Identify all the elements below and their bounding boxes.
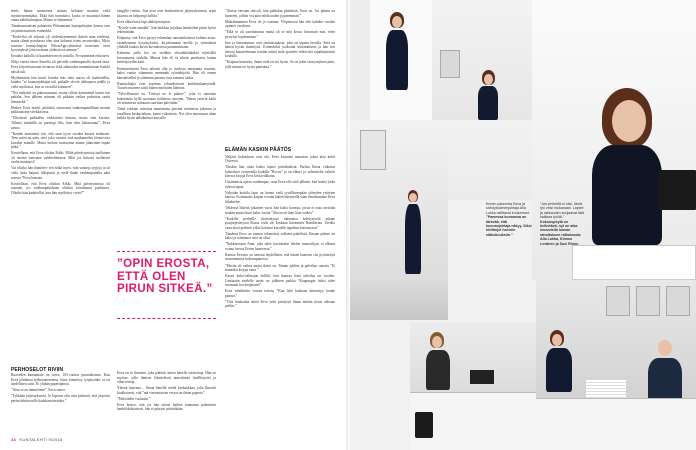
paragraph: Yhtenä kaavana – Ilmaa hänellä seeltä keskaukkaa, joka Ilmoitti kiukkuisesti, että ”mä viereastatvan vessat on ilman paperia”. xyxy=(117,386,216,395)
paragraph: Tämänsuuntaisen palautetin Pirkanmaan kuntajohtajien kanssa taas on päinvastaisten esimerkki. xyxy=(11,24,110,33)
paragraph: sängylle rivitiin. Sun avat ovat konkreettiset järjestykseensä, arjen kaaosta on helpompi hallita.” xyxy=(117,9,216,18)
column-1-section xyxy=(11,373,110,433)
person-body xyxy=(405,204,421,274)
person-body xyxy=(426,350,450,390)
text-column-3 xyxy=(225,9,335,433)
text-column-2 xyxy=(117,9,216,433)
office-chair xyxy=(415,412,433,438)
doorway xyxy=(360,130,386,170)
photo-caption-2 xyxy=(540,202,584,246)
hallway-floor xyxy=(350,280,448,320)
paragraph: Kalmena joilla hei on vieläkin vikotahkäitääksä rejttivällä kuvaamassa taidolla. Muista hän eli tä silmät porukassa kuttaa keittiöpöydän katti. xyxy=(117,51,216,65)
photo-caption-1 xyxy=(486,202,532,237)
paragraph: ”Kentän maininnot sen, että saan tyyni vuoden kaussa miikaasti. Teen mtirä tai näin, ettei joku vastaisi sinä matkamiehet kiemovista kuvaksi minulle. Mutta tuohon muistuttaa minne jäänetään enpän pitkä.” xyxy=(11,131,110,150)
paragraph: Tässään hän ottaa hakea lapset päiväkodista. Parhaa Ilmaa viikonsa kokoukset vesimieilla kaikilla ”Rovas” ja on elänyt jo valmisteltu valmiit kiertoa kirjoja Eeva keskiviikkona. xyxy=(225,165,335,179)
paragraph: Kuvitellaan, että Eeva olisikin Erkki. Mitä päivärytmissä oli sanonut, jos vanhempainiltaan olisikin kiiruhtanut puolimies. Olisiko hän kaahitellut, kun hän myöhässy varrit?” xyxy=(11,181,110,195)
caption-quote: Kokouspöytä on kellertävä, nyt on aika neuvotella luovan rahoituksen ratkaisusta. Aila Lukka, Kimmo Levänen ja Suvi Rinne. xyxy=(540,219,582,246)
paragraph: ”Eikä se oli suorittamista mutta oli se niin kivaa. Innostuin niin, etten pystynyt lopettamaan.” xyxy=(225,30,335,39)
column-3-lower xyxy=(225,145,335,433)
column-1-body xyxy=(11,9,110,353)
wall-frame xyxy=(440,50,460,78)
window-frame xyxy=(350,0,370,120)
papers-on-table xyxy=(586,380,626,398)
person-body xyxy=(478,86,498,120)
paragraph: Nykyään kotitila lapsi on luonut vielä syvällisempään yhteyden ystävien kanssa. Kotimaasta kaipaa ei enää hänen liittymällä vaan ilmoittamana Eeva liikahtelee. xyxy=(225,190,335,204)
paragraph: ”Paikottelin vuolaasti.” xyxy=(117,396,151,401)
wall-frame xyxy=(606,286,630,316)
section-subhead: ELÄMÄN KASKIN PÄÄTÖS xyxy=(225,147,292,153)
paragraph: Nelja vuotta sitten Anniilla oli päivälle vanhempainlla täynnä lasta. Eeva kirjottitusoraan tiistaissa töitä aikataulua mumuttuttaan Kaikki näistä tuli. xyxy=(11,60,110,74)
article-page xyxy=(0,0,346,450)
paragraph: ”Keski-ikä oli erilaisti yli viidenkymmenen ikäisiä mun mielestä, mutta silmät porukassa olen aina kokenut itseni arvostetuksi. Myös nuorten kuntajohtajien WhatsApp-ryhmässä nostetaan esiin kysymyksiä joita tavataan yhdessä toistemme.” xyxy=(11,34,110,53)
paragraph: Myöhemmin hän kuuli, kuinka eräs tuttu nuova oli kaahtotellut, kuinka ”se kunnanjohtajaa tuli paikalle olevin jakkupuvu päällä ja vielä myöhässä, kun se on niillä kiirainen”. xyxy=(11,75,110,89)
person-face xyxy=(552,334,562,346)
paragraph: Vai olisiko hän ihanrleet- sen mikä myös, niin vaatteja tyyjoja ja sit vielä tuota kaipasi ulkopasiti ja vielä ikään vanhempainilta näin nuovia ”Eeva haastaa. xyxy=(11,166,110,180)
person-face xyxy=(658,340,672,356)
paragraph: ”Kaipaan haasteita, ilman niitä en voi hyvin. Se on jokin sisäsyntyinen juttu, jolle minun on hyvin paneutua.” xyxy=(225,60,335,70)
person-face xyxy=(612,100,646,142)
paragraph: Eroaako kaikilla sä kunteiden myös naisilla. Ne tunnetaan erikoisen. xyxy=(11,54,110,59)
person-body xyxy=(546,348,572,392)
paragraph: Tämänsä Eeva on toimiut tekemässä valkotta päätöksiä. Ilmaan pääsee on kaksi ja toiminnot siitä on ollut. xyxy=(225,231,335,241)
laptop xyxy=(470,370,494,384)
paragraph: Kanssa Eevasta on sanottu täydellinen, että hänen kaaosen siis pyöritettyä suuremmassa kokoonpanossa. xyxy=(225,252,335,262)
column-2-upper xyxy=(117,9,216,247)
paragraph: Kuvitellaan, että Eeva oliskin Erkki. Miltä päivärytmissä tuollainen oli itsensä tomsiaan valehtelemassa. Mitä jos katsaisi tuollaisen osalta muuttaisi? xyxy=(11,151,110,165)
computer-monitor xyxy=(658,170,696,210)
caption-quote: ”Pamessa kunnassa on tärkeää, että kunnanjohtaja näkyy. Siksi kiellänjet harvoin etäkokouksiin.” xyxy=(486,215,532,237)
person-body xyxy=(386,30,408,90)
paragraph: Paljaassa, että Eeva pystyy tekemään samanaikaisesti kolmea asiaa: vastailemaan kysymyksiini, kirjoittamaan meiliä ja työmäänsä ylhäällä laukoa kuvia kuvauksessa parannuksiaan. xyxy=(117,36,216,50)
paragraph: Eeva vahdittelee vetoaa toimia, ”Kun lyhe kaukana kiinnittyy, hanke painuu.” xyxy=(225,289,335,298)
paragraph: Kasvu kuka-valittajan hellitti, hän haastaa lisää urheilua on vuoden. Lantiaatin mielelle usein on julkinen paikka ”Kaupungin laiksi tulee isoimmat kovistajattaret”. xyxy=(225,274,335,288)
photo-woman-hallway xyxy=(350,120,448,320)
publication-issue: KUNTALEHTI 9/2018 xyxy=(19,437,63,442)
paragraph: Ruoveden kunnantalo on sorva, 103-vuotias puuraikennus. Kun Eeva johdattaa työhuoneeseensa, katse kiinnittyy työpöytään: se on täydellisen siisti. Ei yhtään papertipinoa. xyxy=(11,373,110,387)
paragraph: Kunnjohtajia ovat sopimus ryhmiksiiseen kaikkeinkamyöndä. Tuosen nuoreen saisit hänen mieluiten lähetsin. xyxy=(117,81,216,91)
paragraph: ”Aina se on tämmöinen”, Eeva sanoo. xyxy=(11,388,66,393)
paragraph: Tämä voidaan toteuttaa muutamina päivinä rutiineista jokaisen ja tavallisen keskusteluun, kuten viikoittain. Nyt olen innostunut uhan kaikki hyvät näkökulmat kurssille. xyxy=(117,107,216,121)
photo-meeting-colleague xyxy=(410,322,536,450)
page-number: 34 xyxy=(11,437,17,442)
paragraph: Hetken Eeva mietti, pitäisikö seuravaan vanhempainilltaan mennä paikkaatoina vierkkaoissa. xyxy=(11,105,110,115)
paragraph: ”Nukkuessaan Amu, joka tulee kuvioitaksi lehden muotoilijan, ei alkuun voinut kertoa Eevan luonteesta.” xyxy=(225,242,335,251)
pull-quote-rule-top xyxy=(117,251,216,255)
paragraph: ”Kaikille perheille järjestetyssä rakentava kehitystyötä aikaan poisjärjestetyssä illassa eivät ole koskaan kuvanneet Rastikertaa. Tavalla vaan tässä perheen yöläs kokenut kurssille tapahtua kotiseuraan.” xyxy=(225,216,335,230)
section-subhead: PERHOSELOT RIVIIN xyxy=(11,367,64,373)
paragraph: Uusimmista ajasta vanhempaa, osaa Eeva olla siitä jälkeen, kun halusi jotka tulevat tapaa. xyxy=(225,180,335,189)
paragraph: ”Ulkoisesti paikkaliin verkkarista tiimasa, mutta vain koroita. Tiihaisi mittäällä on parempi filis, kun olen laittautunut”, Eeva sanoo. xyxy=(11,116,110,130)
paragraph: ”Viisi kuukautta sitten Eeva yritti pistäytyä ilman mitään tietoa oikeaan peiliin.” xyxy=(225,299,335,309)
paragraph: Eeva on se ihminen, joka päättää, miten hänelle vartsettuja. Hän on myösse, jolle ihmiset lähettelevät nimettömiä lurellkirjeitä ja vihaviesteja. xyxy=(117,371,216,385)
photo-woman-window xyxy=(350,0,432,120)
paragraph: Into ja lumoutumus ovat ominaisuuksia, joita on tapana tuosilla. Siitä on hänen hyvän ihmettyisi. Esimerkiksi juoksuun seittämäisesti ja hän tosi hetosti kuuntelemaan itseään näistä mitä ajattelee tehtävistä rajankäynnistä koululla. xyxy=(225,40,335,59)
person-face xyxy=(392,16,402,28)
text-column-1 xyxy=(11,9,110,433)
paragraph: ”Päivän oli vaikea mutta ikävä on. Tämän juhlien ja palvelun sanottu ”Ei muutuku kirjoja vatta.” xyxy=(225,263,335,273)
photo-page xyxy=(350,0,696,450)
paragraph: Tehdessä liikettä jokainen vuosi hän kaksi kuvasta, joista ei osaa arvioida mitään muuta kuin kaksi vuotta ”Alussa on ihan liian vaikea”. xyxy=(225,206,335,215)
paragraph: Määräämminen Eeva oli jo osannut. Ylöpistossa hän teki kahden vuoden opinnot vuodessa. xyxy=(225,19,335,29)
pull-quote: ”OPIN EROSTA, ETTÄ OLEN PIRUN SITKEÄ.” xyxy=(117,258,213,295)
person-face xyxy=(432,336,442,348)
person-face xyxy=(484,74,493,85)
caption-lead: Ennen palaveria Eeva ja sivistystoimenjohtaja Aila Lukka valittavat kuulumiset. xyxy=(486,202,530,215)
photo-woman-office xyxy=(432,0,532,120)
desk-surface xyxy=(572,245,696,280)
person-body xyxy=(592,145,662,245)
paragraph: Ensimmäisestä Eeva tahonsi olla jo tiedossa muutamia suureen, kaksi vuotta sittemmin enemmän työntekijöitä. Hän oli ennen hanslaistellut ja sittenmin parasta ovat sanonut tutkia. xyxy=(117,66,216,80)
paragraph: Eeva kertoo, että jos hän ottaisi kaiken saamansa palautteen henkilökohtaisesti, hän ei jaksaisi päivääkään. xyxy=(117,402,216,412)
page-footer xyxy=(11,437,63,442)
photo-meeting-room xyxy=(536,280,696,450)
caption-lead: ”Jos perhettä ei olisi, tämä työ veisi mukanaan. Lapset ja rakkauden suojaavat tätä kaikkea työltä.” xyxy=(540,202,584,220)
paragraph: ”Alussa vaivaan otticoli, kun pahkilan päättäisin. Ensä on. Jos pääsin on huoneen, jolloin vot aina tehdä uuden ja paremman.” xyxy=(225,9,335,18)
person-face xyxy=(409,193,417,202)
paragraph: ”Velvollisuutta on. Tiivissä ne ei pääsee”, jotta ei sainaitaa kokeenutta kyllä suoraaan kolmessa suoraan. ”Ilman ystäviä kaiki oli erinäisesti mitataan suorittaa päivittäin.” xyxy=(117,92,216,106)
paragraph: Eeva alkaa kävä läpi sähköpostejaan. xyxy=(117,19,171,24)
column-2-lower xyxy=(117,371,216,433)
paragraph: ”Tykkään järjestyksestä. Jo lapsena olin niin pedantti, että järjestin perhoslehtisivuille kadokaaväreittäin.” xyxy=(11,394,110,403)
paragraph: Neljästi kokouksen ovat ohi. Eeva kirjottaa aamuisin jokaa alaa kohti Orivessä. xyxy=(225,154,335,164)
meeting-table xyxy=(536,398,696,450)
wall-frame xyxy=(666,286,690,316)
pull-quote-rule-bottom xyxy=(117,318,216,322)
paragraph: teerit, hänen asenteensa mitoaa kohtaan muuttui vielä myönteisemmäksi. Ekkä hän harmitaisi, koska se muuttaisi hänen omaa näkeloulunjaan. Minua se hämmensi.” xyxy=(11,9,110,23)
paragraph: ”Kysele vaan samalla”, hän huikkaa ja jatkaa lattukolme piirin hyvin tekemistään. xyxy=(117,25,216,35)
wall-frame xyxy=(636,286,660,316)
column-3-upper xyxy=(225,9,335,137)
paragraph: ”Nyt naikaisti on pakosuunnaut, mutta silloin kommentti tuntui tosi pahalta. Sen jälkeen minuun oli pitkään vaikea pukeutua saatti ihmisteltä.” xyxy=(11,90,110,104)
